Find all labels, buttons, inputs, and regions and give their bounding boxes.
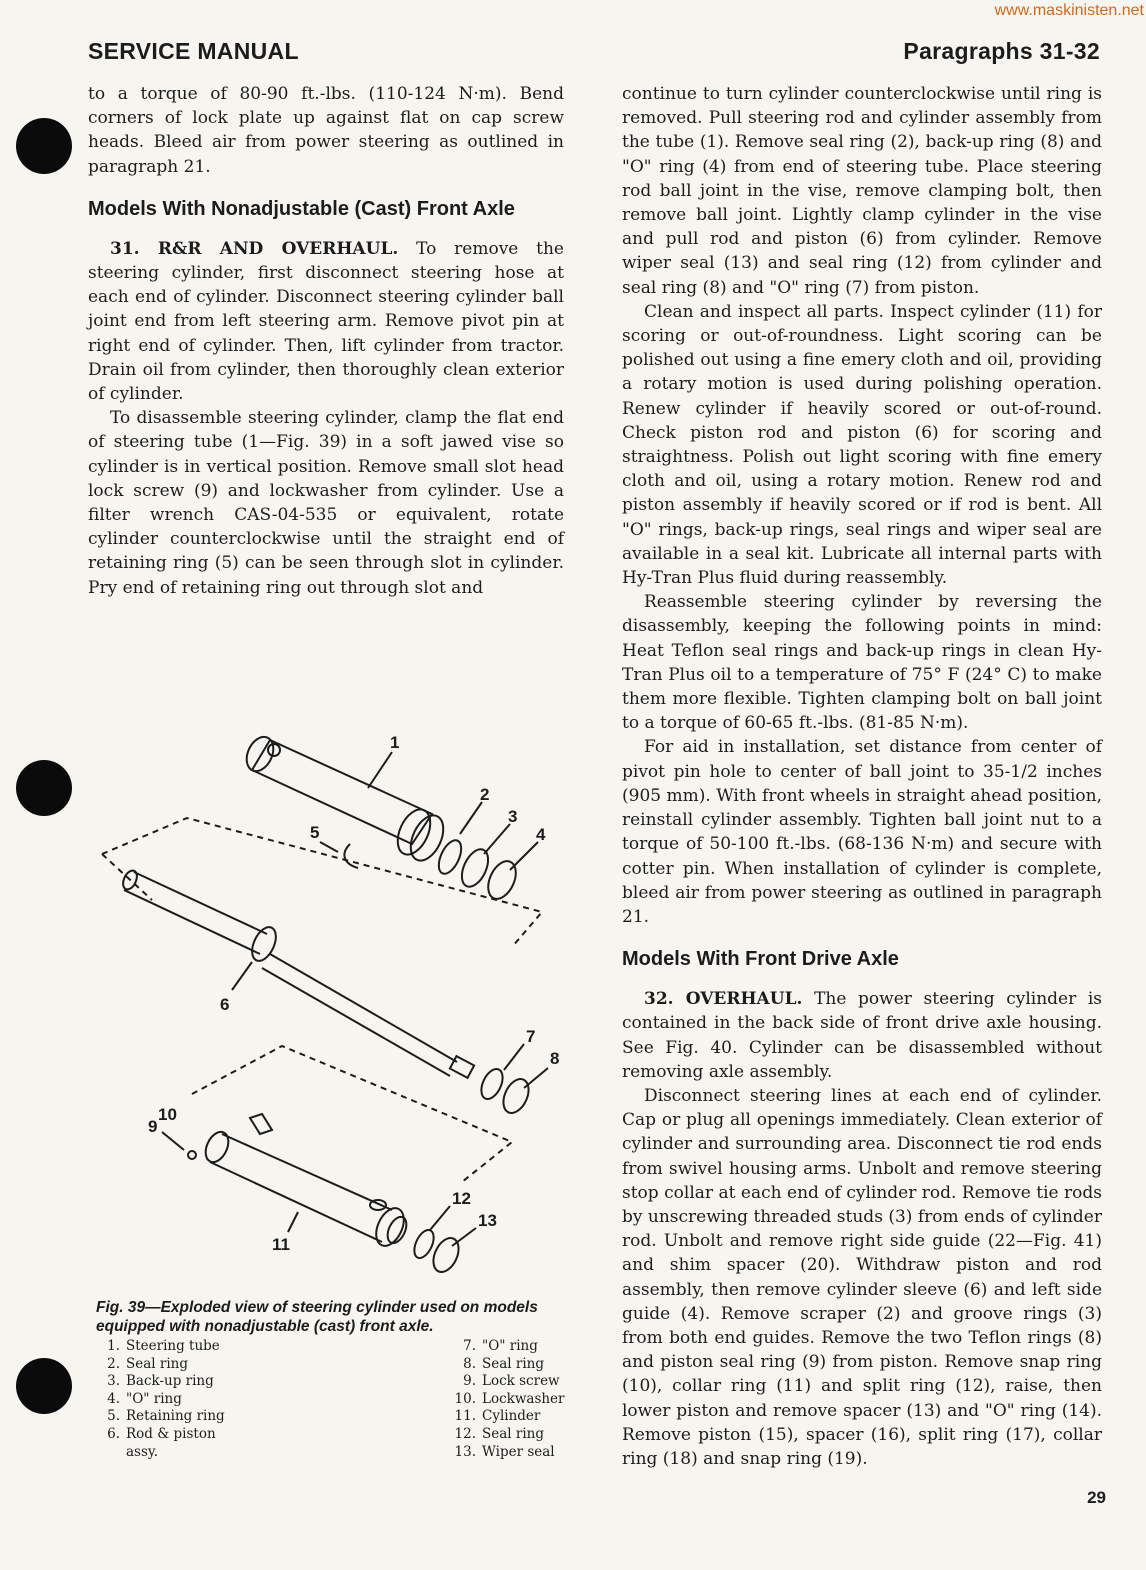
rod-piston-part [120, 868, 474, 1077]
left-column [88, 82, 564, 600]
binder-hole-bottom [16, 1358, 72, 1414]
piston-seal-ring-part [498, 1075, 533, 1117]
callout-1: 1 [390, 733, 400, 752]
continued-paragraph: continue to turn cylinder counterclockwise until ring is removed. Pull steering rod and cylinder assembly from the tube (1). Remove seal ring (2), back-up ring (8) and "O" ring (4) from end of steering tube. Place steering rod ball joint in the vise, remove clamping bolt, then remove ball joint. Lightly clamp cylinder in the vise and pull rod and piston (6) from cylinder. Remove wiper seal (13) and seal ring (12) from cylinder and seal ring (8) and "O" ring (7) from piston. [622, 84, 1102, 298]
inspect-paragraph: Clean and inspect all parts. Inspect cylinder (11) for scoring or out-of-roundness. Light scoring can be polished out using a fine emery cloth and oil, providing a rotary motion is used during polishing operation. Renew cylinder if heavily scored or out-of-round. Check piston rod and piston (6) for scoring and straightness. Polish out light scoring with fine emery cloth and oil, using a rotary motion. Renew rod and piston assembly if heavily scored or if rod is bent. All "O" rings, back-up rings, seal rings and wiper seal are available in a seal kit. Lubricate all internal parts with Hy-Tran Plus fluid during reassembly. [622, 301, 1102, 589]
legend-item: 4. "O" ring [107, 1390, 182, 1407]
figure-caption: Fig. 39—Exploded view of steering cylinder used on models equipped with nonadjustable (cast) front axle. [96, 1299, 538, 1335]
legend-item: 10. Lockwasher [454, 1390, 565, 1407]
legend-item: 13. Wiper seal [454, 1443, 555, 1460]
legend-item: 2. Seal ring [107, 1355, 189, 1372]
callout-6: 6 [220, 995, 230, 1014]
callout-8: 8 [550, 1049, 560, 1068]
callout-4: 4 [536, 825, 546, 844]
retaining-ring-part [344, 844, 358, 868]
callout-5: 5 [310, 823, 320, 842]
callout-10: 10 [158, 1105, 177, 1124]
callout-13: 13 [478, 1211, 497, 1230]
intro-paragraph: to a torque of 80-90 ft.-lbs. (110-124 N·m). Bend corners of lock plate up against flat on cap screw heads. Bleed air from power steering as outlined in paragraph 21. [88, 84, 564, 177]
seal-ring-part [434, 837, 466, 877]
page-number: 29 [1087, 1488, 1106, 1507]
section-heading-cast-axle: Models With Nonadjustable (Cast) Front Axle [88, 197, 515, 220]
installation-paragraph: For aid in installation, set distance from center of pivot pin hole to center of ball joint to 35-1/2 inches (905 mm). With front wheels in straight ahead position, reinstall cylinder assembly. Tighten ball joint nut to a torque of 50-100 ft.-lbs. (68-136 N·m) and secure with cotter pin. When installation of cylinder is complete, bleed air from power steering as outlined in paragraph 21. [622, 737, 1102, 927]
callout-3: 3 [508, 807, 518, 826]
header-paragraphs: Paragraphs 31-32 [903, 38, 1100, 64]
disassemble-paragraph: To disassemble steering cylinder, clamp the flat end of steering tube (1—Fig. 39) in a soft jawed vise so cylinder is in vertical position. Remove small slot head lock screw (9) and lockwasher from cylinder. Use a filter wrench CAS-04-535 or equivalent, rotate cylinder counterclockwise until the straight end of retaining ring (5) can be seen through slot in cylinder. Pry end of retaining ring out through slot and [88, 408, 564, 598]
legend-item: 12. Seal ring [454, 1425, 545, 1442]
paragraph-32-lead: 32. OVERHAUL. [644, 989, 803, 1010]
callout-7: 7 [526, 1027, 536, 1046]
piston-o-ring-part [477, 1066, 507, 1103]
header-title: SERVICE MANUAL [88, 38, 299, 64]
legend-item: 11. Cylinder [454, 1408, 541, 1425]
callout-2: 2 [480, 785, 490, 804]
binder-hole-top [16, 118, 72, 174]
legend-item: 8. Seal ring [463, 1355, 545, 1372]
disconnect-paragraph: Disconnect steering lines at each end of cylinder. Cap or plug all openings immediately. Clean exterior of cylinder and surrounding area. Disconnect tie rod ends from swivel housing arms. Unbolt and remove steering stop collar at each end of cylinder rod. Remove tie rods by unscrewing threaded studs (3) from ends of cylinder rod. Unbolt and remove right side guide (22—Fig. 41) and shim spacer (20). Withdraw piston and rod assembly, then remove cylinder sleeve (6) and left side guide (4). Remove scraper (2) and groove rings (3) from both end guides. Remove the two Teflon rings (8) and piston seal ring (9) from piston. Remove snap ring (10), collar ring (11) and split ring (12), raise, then lower piston and remove spacer (13) and "O" ring (14). Remove piston (15), spacer (16), split ring (17), collar ring (18) and snap ring (19). [622, 1085, 1102, 1469]
exploded-view-figure [92, 722, 572, 1297]
legend-item: assy. [126, 1443, 159, 1460]
callout-11: 11 [272, 1235, 290, 1254]
paragraph-32-text: The power steering cylinder is contained in the back side of front drive axle housing. See Fig. 40. Cylinder can be disassembled without removing axle assembly. [622, 989, 1102, 1082]
legend-item: 9. Lock screw [463, 1373, 560, 1390]
legend-item: 5. Retaining ring [107, 1408, 225, 1425]
legend-item: 3. Back-up ring [107, 1373, 214, 1390]
paragraph-31-lead: 31. R&R AND OVERHAUL. [110, 238, 399, 259]
lock-screw-part [162, 1132, 184, 1150]
figure-legend-left [98, 1338, 358, 1461]
right-column [622, 82, 1102, 1471]
lockwasher-part [188, 1151, 196, 1159]
paragraph-31 [88, 237, 564, 406]
callout-9: 9 [148, 1117, 158, 1136]
legend-item: 1. Steering tube [107, 1338, 220, 1354]
figure-legend-right [448, 1338, 588, 1461]
steering-tube-part [242, 733, 450, 866]
section-heading-front-drive-axle: Models With Front Drive Axle [622, 948, 899, 971]
paragraph-32 [622, 987, 1102, 1084]
legend-item: 6. Rod & piston [107, 1425, 216, 1442]
reassemble-paragraph: Reassemble steering cylinder by reversing the disassembly, keeping the following points in mind: Heat Teflon seal rings and back-up rings in clean Hy-Tran Plus oil to a temperature of 75° F (24° C) to make them more flexible. Tighten clamping bolt on ball joint to a torque of 60-65 ft.-lbs. (81-85 N·m). [622, 592, 1102, 734]
legend-item: 7. "O" ring [463, 1338, 538, 1354]
paragraph-31-text: To remove the steering cylinder, first disconnect steering hose at each end of cylinder. Disconnect steering cylinder ball joint end from left steering arm. Remove pivot pin at right end of cylinder. Then, lift cylinder from tractor. Drain oil from cylinder, then thoroughly clean exterior of cylinder. [88, 238, 564, 405]
binder-hole-middle [16, 760, 72, 816]
watermark-url[interactable]: www.maskinisten.net [994, 2, 1144, 19]
callout-12: 12 [452, 1189, 471, 1208]
